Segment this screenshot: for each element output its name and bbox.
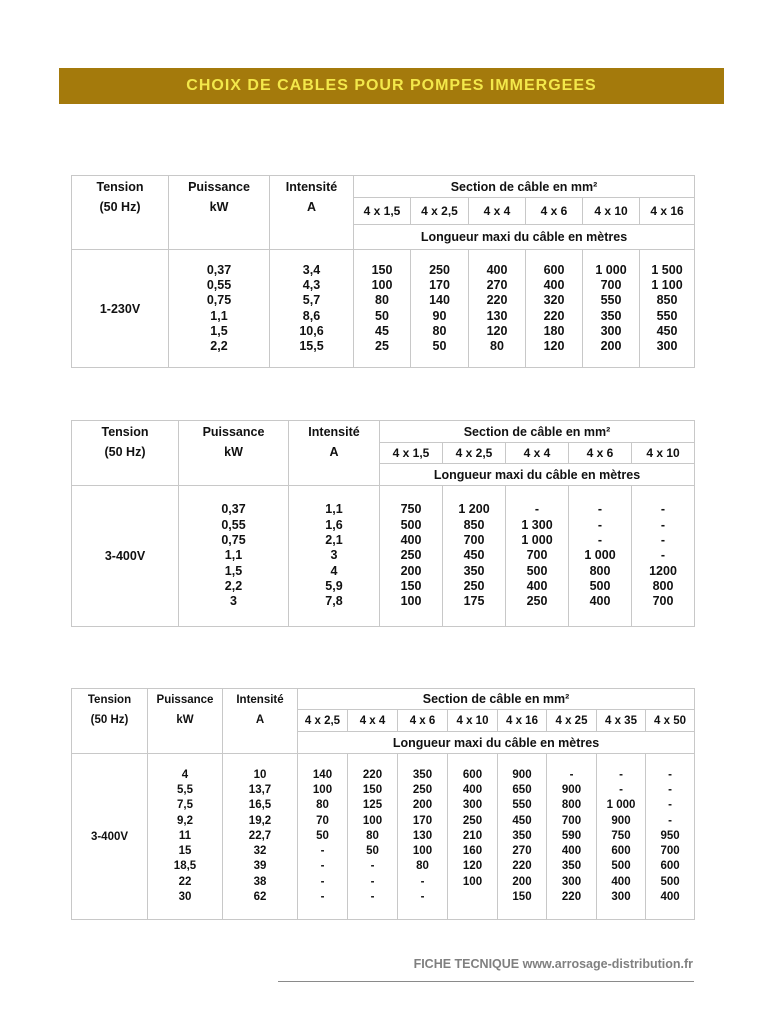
cell-value: 4 [181, 769, 189, 782]
cell-value: 300 [656, 339, 678, 354]
cell-value: 0,37 [206, 262, 232, 277]
cell-value: - [320, 875, 325, 888]
cell-value: 1,6 [325, 517, 343, 532]
cell-value: 590 [561, 829, 582, 842]
section-label: 4 x 50 [646, 710, 695, 732]
cell-value: 80 [432, 323, 447, 338]
cell-value: 550 [512, 799, 532, 812]
cell-value: 220 [512, 860, 532, 873]
cell-value: 1 000 [595, 262, 627, 277]
cell-value: - [569, 769, 574, 782]
length-column [632, 486, 695, 627]
cell-value: - [660, 517, 666, 532]
section-label: 4 x 6 [526, 198, 583, 225]
cell-value: 140 [429, 293, 450, 308]
cell-value: 500 [589, 578, 611, 593]
cell-value: 170 [412, 814, 433, 827]
length-column [380, 486, 443, 627]
cell-value: 15 [178, 845, 192, 858]
cell-value: 39 [253, 860, 267, 873]
cell-value: - [534, 502, 540, 517]
cell-value: 320 [543, 293, 565, 308]
cell-value: 18,5 [173, 860, 197, 873]
cell-value: 600 [611, 845, 631, 858]
cell-value: - [619, 769, 623, 782]
cell-value: 950 [660, 829, 680, 842]
cell-value: 80 [375, 293, 389, 308]
cell-value: 250 [462, 814, 483, 827]
cell-value: 250 [412, 784, 433, 797]
cell-value: 900 [512, 769, 532, 782]
cell-value: 100 [312, 784, 333, 797]
cell-value: - [320, 845, 325, 858]
length-column [640, 250, 695, 368]
length-column [506, 486, 569, 627]
length-column [526, 250, 583, 368]
cell-value: 16,5 [248, 799, 272, 812]
cell-value: 140 [312, 769, 333, 782]
cell-value: 600 [462, 769, 483, 782]
cell-value: 1,1 [325, 502, 343, 517]
cell-value: 80 [416, 860, 429, 873]
tension-value: 3-400V [72, 754, 148, 920]
cell-value: 300 [600, 323, 622, 338]
cell-value: 100 [362, 814, 383, 827]
section-label: 4 x 35 [597, 710, 646, 732]
length-column [443, 486, 506, 627]
cell-value: 700 [652, 594, 674, 609]
cell-value: 400 [400, 533, 422, 548]
cell-value: 550 [656, 308, 678, 323]
cell-value: 1 500 [651, 262, 683, 277]
length-column [646, 754, 695, 920]
length-column [569, 486, 632, 627]
cell-value: 700 [561, 814, 582, 827]
header-puissance: Puissance kW [169, 176, 270, 250]
cell-value: 120 [543, 339, 565, 354]
cell-value: 450 [512, 814, 532, 827]
cable-table-1-230v [71, 175, 695, 368]
cell-value: 200 [600, 339, 622, 354]
cell-value: 50 [366, 845, 379, 858]
cell-value: 130 [412, 829, 433, 842]
cable-table-3-400v-large [71, 688, 695, 920]
section-label: 4 x 1,5 [354, 198, 411, 225]
cell-value: 500 [611, 860, 631, 873]
cell-value: 250 [429, 262, 450, 277]
cell-value: - [597, 502, 603, 517]
section-label: 4 x 10 [448, 710, 498, 732]
cell-value: 100 [412, 845, 433, 858]
footer-website-link[interactable]: www.arrosage-distribution.fr [522, 957, 693, 971]
cell-value: 220 [486, 293, 508, 308]
section-label: 4 x 16 [640, 198, 695, 225]
cell-value: - [320, 860, 325, 873]
intensite-column [223, 754, 298, 920]
cell-value: 38 [253, 875, 267, 888]
length-column [597, 754, 646, 920]
cell-value: - [668, 784, 672, 797]
cell-value: 32 [253, 845, 267, 858]
cell-value: 600 [660, 860, 680, 873]
cell-value: 8,6 [302, 308, 321, 323]
cell-value: - [597, 517, 603, 532]
section-label: 4 x 4 [469, 198, 526, 225]
puissance-column [148, 754, 223, 920]
cell-value: 400 [611, 875, 631, 888]
cell-value: 90 [432, 308, 447, 323]
header-puissance: Puissance kW [179, 421, 289, 486]
cell-value: 7,5 [177, 799, 193, 812]
section-label: 4 x 1,5 [380, 443, 443, 464]
header-intensite: Intensité A [289, 421, 380, 486]
cell-value: 9,2 [177, 814, 193, 827]
cell-value: 400 [589, 594, 611, 609]
cell-value: 700 [600, 277, 622, 292]
cell-value: 900 [561, 784, 582, 797]
section-label: 4 x 2,5 [411, 198, 469, 225]
length-column [298, 754, 348, 920]
cell-value: 700 [660, 845, 680, 858]
cell-value: - [320, 890, 325, 903]
cell-value: 300 [611, 890, 631, 903]
cell-value: 4 [330, 563, 338, 578]
section-label: 4 x 25 [547, 710, 597, 732]
header-longueur: Longueur maxi du câble en mètres [354, 225, 695, 250]
cell-value: - [660, 548, 666, 563]
cell-value: 125 [362, 799, 383, 812]
cell-value: 150 [400, 578, 422, 593]
section-label: 4 x 2,5 [298, 710, 348, 732]
length-column [411, 250, 469, 368]
length-column [498, 754, 547, 920]
cell-value: 250 [463, 578, 485, 593]
cell-value: 1 000 [606, 799, 636, 812]
cell-value: 450 [656, 323, 678, 338]
header-longueur: Longueur maxi du câble en mètres [298, 732, 695, 754]
puissance-column [169, 250, 270, 368]
section-label: 4 x 6 [398, 710, 448, 732]
cell-value: 650 [512, 784, 532, 797]
cell-value: 150 [362, 784, 383, 797]
cell-value: 80 [316, 799, 329, 812]
header-intensite: Intensité A [223, 689, 298, 754]
length-column [469, 250, 526, 368]
cell-value: 80 [366, 829, 379, 842]
cell-value: 22,7 [248, 829, 272, 842]
cell-value: 3 [330, 548, 338, 563]
cell-value: 200 [512, 875, 532, 888]
cell-value: 350 [600, 308, 622, 323]
cell-value: 50 [316, 829, 329, 842]
cell-value: 300 [462, 799, 483, 812]
cell-value: 5,7 [302, 293, 321, 308]
cell-value: 750 [611, 829, 631, 842]
cell-value: 100 [400, 594, 422, 609]
cell-value: 220 [561, 890, 582, 903]
cell-value: 100 [371, 277, 393, 292]
cell-value: 1,1 [224, 548, 243, 563]
cell-value: 50 [432, 339, 447, 354]
cell-value: 270 [486, 277, 508, 292]
length-column [583, 250, 640, 368]
cell-value: 550 [600, 293, 622, 308]
footer-divider [278, 981, 694, 982]
cell-value: 4,3 [302, 277, 321, 292]
cell-value: 1,5 [210, 323, 228, 338]
intensite-column [289, 486, 380, 627]
header-intensite: Intensité A [270, 176, 354, 250]
cell-value: 100 [462, 875, 483, 888]
cell-value: 400 [660, 890, 680, 903]
cell-value: 400 [486, 262, 508, 277]
cell-value: 22 [178, 875, 192, 888]
cell-value: 1 200 [458, 502, 490, 517]
cell-value: - [668, 769, 672, 782]
cell-value: 5,9 [325, 578, 343, 593]
cell-value: 10,6 [299, 323, 324, 338]
cable-table-3-400v-small [71, 420, 695, 627]
cell-value: 25 [375, 339, 389, 354]
section-label: 4 x 16 [498, 710, 547, 732]
intensite-column [270, 250, 354, 368]
cell-value: 350 [463, 563, 485, 578]
cell-value: 0,55 [221, 517, 246, 532]
cell-value: 80 [490, 339, 504, 354]
cell-value: 0,75 [221, 533, 246, 548]
cell-value: - [619, 784, 623, 797]
cell-value: 150 [371, 262, 393, 277]
cell-value: 700 [463, 533, 485, 548]
cell-value: 170 [429, 277, 450, 292]
cell-value: 1 300 [521, 517, 553, 532]
puissance-column [179, 486, 289, 627]
cell-value: 50 [375, 308, 389, 323]
cell-value: 13,7 [248, 784, 272, 797]
length-column [398, 754, 448, 920]
cell-value: 400 [561, 845, 582, 858]
cell-value: - [370, 890, 375, 903]
cell-value: 850 [463, 517, 485, 532]
cell-value: 400 [526, 578, 548, 593]
cell-value: - [420, 890, 425, 903]
cell-value: 1 000 [584, 548, 616, 563]
length-column [448, 754, 498, 920]
cell-value: 5,5 [177, 784, 193, 797]
cell-value: 700 [526, 548, 548, 563]
cell-value: 130 [486, 308, 508, 323]
header-section: Section de câble en mm² [354, 176, 695, 198]
cell-value: - [660, 533, 666, 548]
cell-value: 1 000 [521, 533, 553, 548]
cell-value: 750 [400, 502, 422, 517]
length-column [547, 754, 597, 920]
cell-value: 800 [561, 799, 582, 812]
cell-value: 900 [611, 814, 631, 827]
length-column [348, 754, 398, 920]
header-tension: Tension (50 Hz) [72, 421, 179, 486]
cell-value: - [370, 875, 375, 888]
cell-value: 0,55 [206, 277, 232, 292]
cell-value: 10 [253, 769, 267, 782]
cell-value: 600 [543, 262, 565, 277]
cell-value: 500 [526, 563, 548, 578]
cell-value: - [370, 860, 375, 873]
header-puissance: Puissance kW [148, 689, 223, 754]
cell-value: - [597, 533, 603, 548]
header-section: Section de câble en mm² [380, 421, 695, 443]
cell-value: 1 100 [651, 277, 683, 292]
cell-value: 30 [178, 890, 192, 903]
cell-value: 19,2 [248, 814, 272, 827]
cell-value: 45 [375, 323, 389, 338]
cell-value: 120 [462, 860, 483, 873]
cell-value: 3,4 [302, 262, 321, 277]
section-label: 4 x 4 [506, 443, 569, 464]
cell-value: 210 [462, 829, 483, 842]
footer [278, 957, 693, 971]
cell-value: - [668, 799, 672, 812]
cell-value: 70 [316, 814, 329, 827]
cell-value: 270 [512, 845, 532, 858]
section-label: 4 x 10 [583, 198, 640, 225]
cell-value: 15,5 [299, 339, 324, 354]
cell-value: 1,5 [224, 563, 243, 578]
cell-value: 800 [589, 563, 611, 578]
cell-value: 180 [543, 323, 565, 338]
cell-value: 0,75 [206, 293, 232, 308]
cell-value: 2,2 [210, 339, 228, 354]
cell-value: 400 [462, 784, 483, 797]
page-title: CHOIX DE CABLES POUR POMPES IMMERGEES [59, 68, 724, 104]
cell-value: 2,1 [325, 533, 343, 548]
cell-value: 11 [178, 829, 192, 842]
cell-value: 220 [543, 308, 565, 323]
tension-value: 1-230V [72, 250, 169, 368]
cell-value: 200 [412, 799, 433, 812]
cell-value: - [420, 875, 425, 888]
header-longueur: Longueur maxi du câble en mètres [380, 464, 695, 486]
header-section: Section de câble en mm² [298, 689, 695, 710]
tension-value: 3-400V [72, 486, 179, 627]
cell-value: 200 [400, 563, 422, 578]
cell-value: 800 [652, 578, 674, 593]
cell-value: 350 [512, 829, 532, 842]
cell-value: 450 [463, 548, 485, 563]
cell-value: 150 [512, 890, 532, 903]
cell-value: 1200 [649, 563, 677, 578]
cell-value: 500 [660, 875, 680, 888]
cell-value: 300 [561, 875, 582, 888]
cell-value: 7,8 [325, 594, 343, 609]
header-tension: Tension (50 Hz) [72, 176, 169, 250]
cell-value: 850 [656, 293, 678, 308]
header-tension: Tension (50 Hz) [72, 689, 148, 754]
cell-value: 120 [486, 323, 508, 338]
cell-value: 250 [526, 594, 548, 609]
cell-value [448, 890, 497, 905]
cell-value: 0,37 [221, 502, 246, 517]
section-label: 4 x 6 [569, 443, 632, 464]
cell-value: 175 [463, 594, 485, 609]
cell-value: - [660, 502, 666, 517]
cell-value: 2,2 [224, 578, 243, 593]
cell-value: 500 [400, 517, 422, 532]
footer-label: FICHE TECNIQUE [413, 957, 520, 971]
cell-value: 3 [230, 594, 237, 609]
section-label: 4 x 10 [632, 443, 695, 464]
cell-value: 220 [362, 769, 383, 782]
cell-value: 160 [462, 845, 483, 858]
cell-value: - [668, 814, 672, 827]
cell-value: 1,1 [210, 308, 228, 323]
length-column [354, 250, 411, 368]
section-label: 4 x 2,5 [443, 443, 506, 464]
cell-value: 400 [543, 277, 565, 292]
cell-value: 62 [253, 890, 267, 903]
cell-value: 350 [561, 860, 582, 873]
cell-value: 250 [400, 548, 422, 563]
section-label: 4 x 4 [348, 710, 398, 732]
cell-value: 350 [412, 769, 433, 782]
